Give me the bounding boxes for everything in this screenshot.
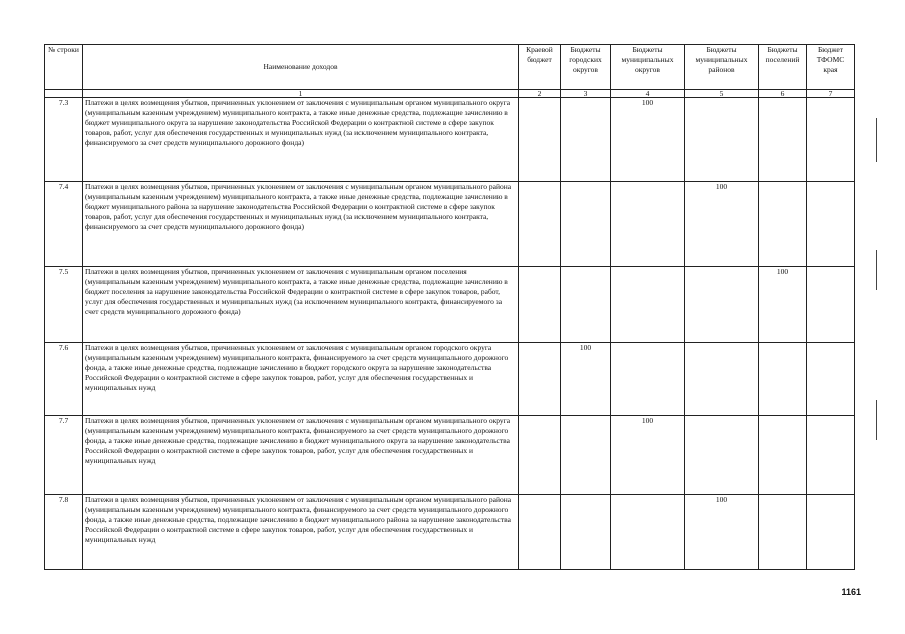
row-number: 7.5	[45, 267, 83, 343]
table-row	[45, 182, 855, 267]
table-row	[45, 98, 855, 182]
revenue-description: Платежи в целях возмещения убытков, причиненных уклонением от заключения с муниципальным органом муниципального округа (муниципальным казенным учреждением) муниципального контракта, а также иные денежные средства, подлежащие зачислению в бюджет муниципального округа за нарушение законодательства Российской Федерации о контрактной системе в сфере закупок товаров, работ, услуг для обеспечения государственных и муниципальных нужд (за исключением муниципального контракта, финансируемого за счет средств муниципального дорожного фонда)	[83, 98, 519, 182]
value-cell	[807, 182, 855, 267]
value-cell	[561, 495, 611, 570]
header-municipal-districts-okrug: Бюджеты муниципальных округов	[611, 45, 685, 90]
revenue-description: Платежи в целях возмещения убытков, причиненных уклонением от заключения с муниципальным органом поселения (муниципальным казенным учреждением) муниципального контракта, а также иные денежные средства, подлежащие зачислению в бюджет поселения за нарушение законодательства Российской Федерации о контрактной системе в сфере закупок товаров, работ, услуг для обеспечения государственных и муниципальных нужд (за исключением муниципального контракта, финансируемого за счет средств муниципального дорожного фонда)	[83, 267, 519, 343]
value-cell	[561, 416, 611, 495]
page-number: 1161	[841, 587, 861, 597]
value-cell	[807, 267, 855, 343]
column-number-blank	[45, 90, 83, 98]
value-cell	[759, 98, 807, 182]
value-cell	[519, 267, 561, 343]
value-cell	[759, 343, 807, 416]
value-cell	[561, 182, 611, 267]
column-number: 4	[611, 90, 685, 98]
column-number: 7	[807, 90, 855, 98]
column-number: 3	[561, 90, 611, 98]
value-cell	[611, 495, 685, 570]
table-row	[45, 495, 855, 570]
table-row	[45, 416, 855, 495]
row-number: 7.6	[45, 343, 83, 416]
value-cell	[561, 267, 611, 343]
column-number: 5	[685, 90, 759, 98]
row-number: 7.7	[45, 416, 83, 495]
value-cell: 100	[611, 416, 685, 495]
header-city-districts: Бюджеты городских округов	[561, 45, 611, 90]
value-cell: 100	[685, 495, 759, 570]
value-cell	[685, 267, 759, 343]
value-cell	[519, 98, 561, 182]
column-number: 1	[83, 90, 519, 98]
scan-edge-mark	[876, 400, 877, 440]
row-number: 7.3	[45, 98, 83, 182]
revenue-description: Платежи в целях возмещения убытков, причиненных уклонением от заключения с муниципальным органом муниципального округа (муниципальным казенным учреждением) муниципального контракта, финансируемого за счет средств муниципального дорожного фонда, а также иные денежные средства, подлежащие зачислению в бюджет муниципального округа за нарушение законодательства Российской Федерации о контрактной системе в сфере закупок товаров, работ, услуг для обеспечения государственных и муниципальных нужд	[83, 416, 519, 495]
header-tfoms: Бюджет ТФОМС края	[807, 45, 855, 90]
scan-edge-mark	[876, 118, 877, 162]
revenue-description: Платежи в целях возмещения убытков, причиненных уклонением от заключения с муниципальным органом городского округа (муниципальным казенным учреждением) муниципального контракта, финансируемого за счет средств муниципального дорожного фонда, а также иные денежные средства, подлежащие зачислению в бюджет городского округа за нарушение законодательства Российской Федерации о контрактной системе в сфере закупок товаров, работ, услуг для обеспечения государственных и муниципальных нужд	[83, 343, 519, 416]
value-cell	[519, 416, 561, 495]
column-number-row	[45, 90, 855, 98]
value-cell	[759, 182, 807, 267]
value-cell: 100	[611, 98, 685, 182]
value-cell	[519, 495, 561, 570]
column-number: 2	[519, 90, 561, 98]
header-municipal-districts-rayon: Бюджеты муниципальных районов	[685, 45, 759, 90]
row-number: 7.4	[45, 182, 83, 267]
value-cell	[807, 416, 855, 495]
header-row	[45, 45, 855, 90]
scan-edge-mark	[876, 250, 877, 290]
table-row	[45, 343, 855, 416]
value-cell: 100	[561, 343, 611, 416]
value-cell	[807, 495, 855, 570]
value-cell: 100	[685, 182, 759, 267]
value-cell	[685, 98, 759, 182]
header-regional-budget: Краевой бюджет	[519, 45, 561, 90]
header-row-number: № строки	[45, 45, 83, 90]
value-cell	[807, 98, 855, 182]
value-cell	[611, 182, 685, 267]
revenue-description: Платежи в целях возмещения убытков, причиненных уклонением от заключения с муниципальным органом муниципального района (муниципальным казенным учреждением) муниципального контракта, а также иные денежные средства, подлежащие зачислению в бюджет муниципального района за нарушение законодательства Российской Федерации о контрактной системе в сфере закупок товаров, работ, услуг для обеспечения государственных и муниципальных нужд (за исключением муниципального контракта, финансируемого за счет средств муниципального дорожного фонда)	[83, 182, 519, 267]
value-cell	[807, 343, 855, 416]
value-cell	[519, 343, 561, 416]
value-cell	[685, 416, 759, 495]
value-cell	[519, 182, 561, 267]
header-revenue-name: Наименование доходов	[83, 45, 519, 90]
value-cell	[759, 495, 807, 570]
header-settlements: Бюджеты поселений	[759, 45, 807, 90]
value-cell	[759, 416, 807, 495]
value-cell	[561, 98, 611, 182]
revenue-description: Платежи в целях возмещения убытков, причиненных уклонением от заключения с муниципальным органом муниципального района (муниципальным казенным учреждением) муниципального контракта, финансируемого за счет средств муниципального дорожного фонда, а также иные денежные средства, подлежащие зачислению в бюджет муниципального района за нарушение законодательства Российской Федерации о контрактной системе в сфере закупок товаров, работ, услуг для обеспечения государственных и муниципальных нужд	[83, 495, 519, 570]
column-number: 6	[759, 90, 807, 98]
value-cell	[685, 343, 759, 416]
revenue-distribution-table	[44, 44, 855, 570]
value-cell	[611, 267, 685, 343]
value-cell: 100	[759, 267, 807, 343]
value-cell	[611, 343, 685, 416]
table-row	[45, 267, 855, 343]
row-number: 7.8	[45, 495, 83, 570]
